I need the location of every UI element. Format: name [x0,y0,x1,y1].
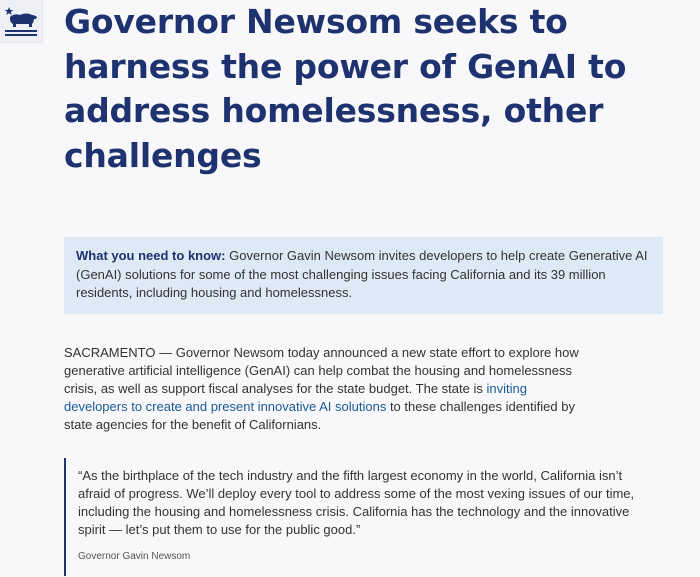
quote-attribution: Governor Gavin Newsom [78,551,191,562]
site-logo[interactable] [0,0,43,43]
california-bear-icon [4,6,38,38]
developers-invitation-link[interactable]: inviting developers to create and present innovative AI solutions [64,381,527,414]
governor-quote [64,458,658,576]
paragraph-text-end: to these challenges identified by state agencies for the benefit of Californians. [64,399,575,432]
paragraph-text-start: SACRAMENTO — Governor Newsom today announced a new state effort to explore how generative artificial intelligence (GenAI) can help combat the housing and homelessness crisis, as well as support fiscal analyses for the state budget. The state is [64,345,579,396]
quote-text: “As the birthplace of the tech industry and the fifth largest economy in the world, California isn’t afraid of progress. We’ll deploy every tool to address some of the most vexing issues of our time, including the housing and homelessness crisis. California has the technology and the innovative spirit — let’s put them to use for the public good.” [78,468,635,537]
article-paragraph [64,344,584,434]
key-summary-callout [64,237,663,314]
page-title: Governor Newsom seeks to harness the power of GenAI to address homelessness, other challenges [64,2,627,175]
callout-lead: What you need to know: [76,248,226,263]
callout-text: Governor Gavin Newsom invites developers to help create Generative AI (GenAI) solutions for some of the most challenging issues facing California and its 39 million residents, including housing and homelessness. [76,248,648,300]
